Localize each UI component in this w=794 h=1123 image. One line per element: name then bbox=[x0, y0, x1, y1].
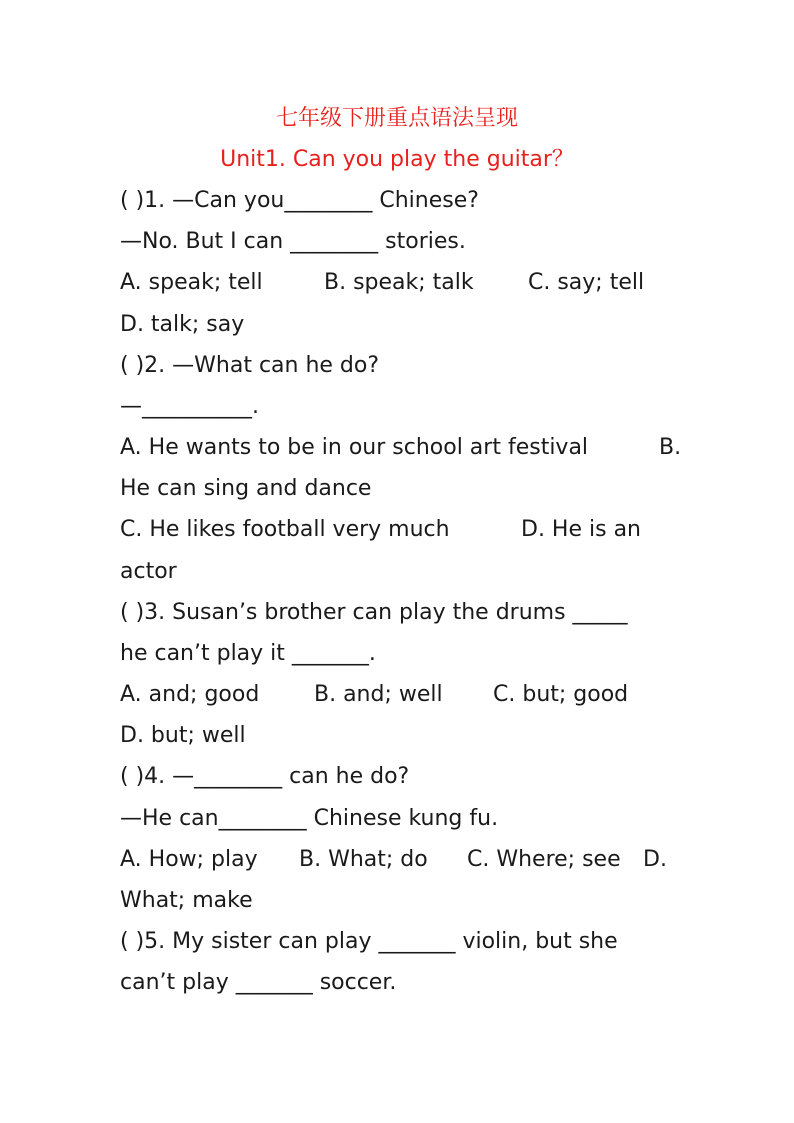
document-title-chinese: 七年级下册重点语法呈现 bbox=[275, 106, 518, 131]
question-1-stem: ( )1. —Can you________ Chinese? bbox=[120, 188, 479, 213]
question-2-option-d: D. He is an bbox=[521, 517, 641, 542]
question-4-option-b: B. What; do bbox=[299, 847, 428, 872]
question-2-stem: ( )2. —What can he do? bbox=[120, 353, 380, 378]
question-4-reply: —He can________ Chinese kung fu. bbox=[120, 806, 499, 831]
question-1-option-c: C. say; tell bbox=[528, 270, 645, 295]
question-2-option-b-letter: B. bbox=[659, 435, 682, 460]
question-3-option-b: B. and; well bbox=[314, 682, 443, 707]
question-4-option-a: A. How; play bbox=[120, 847, 258, 872]
question-3-option-a: A. and; good bbox=[120, 682, 260, 707]
question-4-option-d: What; make bbox=[120, 888, 253, 913]
question-5-stem-cont: can’t play _______ soccer. bbox=[120, 970, 397, 995]
unit-heading: Unit1. Can you play the guitar？ bbox=[220, 147, 574, 172]
question-5-stem: ( )5. My sister can play _______ violin, but she bbox=[120, 929, 618, 954]
question-4-option-c: C. Where; see bbox=[467, 847, 621, 872]
question-1-option-d: D. talk; say bbox=[120, 312, 245, 337]
question-2-option-d-cont: actor bbox=[120, 559, 177, 584]
question-2-reply: —__________. bbox=[120, 394, 259, 419]
question-3-stem: ( )3. Susan’s brother can play the drums _____ bbox=[120, 600, 628, 625]
question-1-option-a: A. speak; tell bbox=[120, 270, 263, 295]
question-4-option-d-letter: D. bbox=[643, 847, 667, 872]
question-2-option-c: C. He likes football very much bbox=[120, 517, 450, 542]
question-4-stem: ( )4. —________ can he do? bbox=[120, 764, 410, 789]
question-2-option-a: A. He wants to be in our school art festival bbox=[120, 435, 589, 460]
question-1-option-b: B. speak; talk bbox=[324, 270, 474, 295]
question-3-option-c: C. but; good bbox=[493, 682, 629, 707]
question-2-option-b: He can sing and dance bbox=[120, 476, 372, 501]
question-1-reply: —No. But I can ________ stories. bbox=[120, 229, 466, 254]
question-3-stem-cont: he can’t play it _______. bbox=[120, 641, 376, 666]
question-3-option-d: D. but; well bbox=[120, 723, 246, 748]
